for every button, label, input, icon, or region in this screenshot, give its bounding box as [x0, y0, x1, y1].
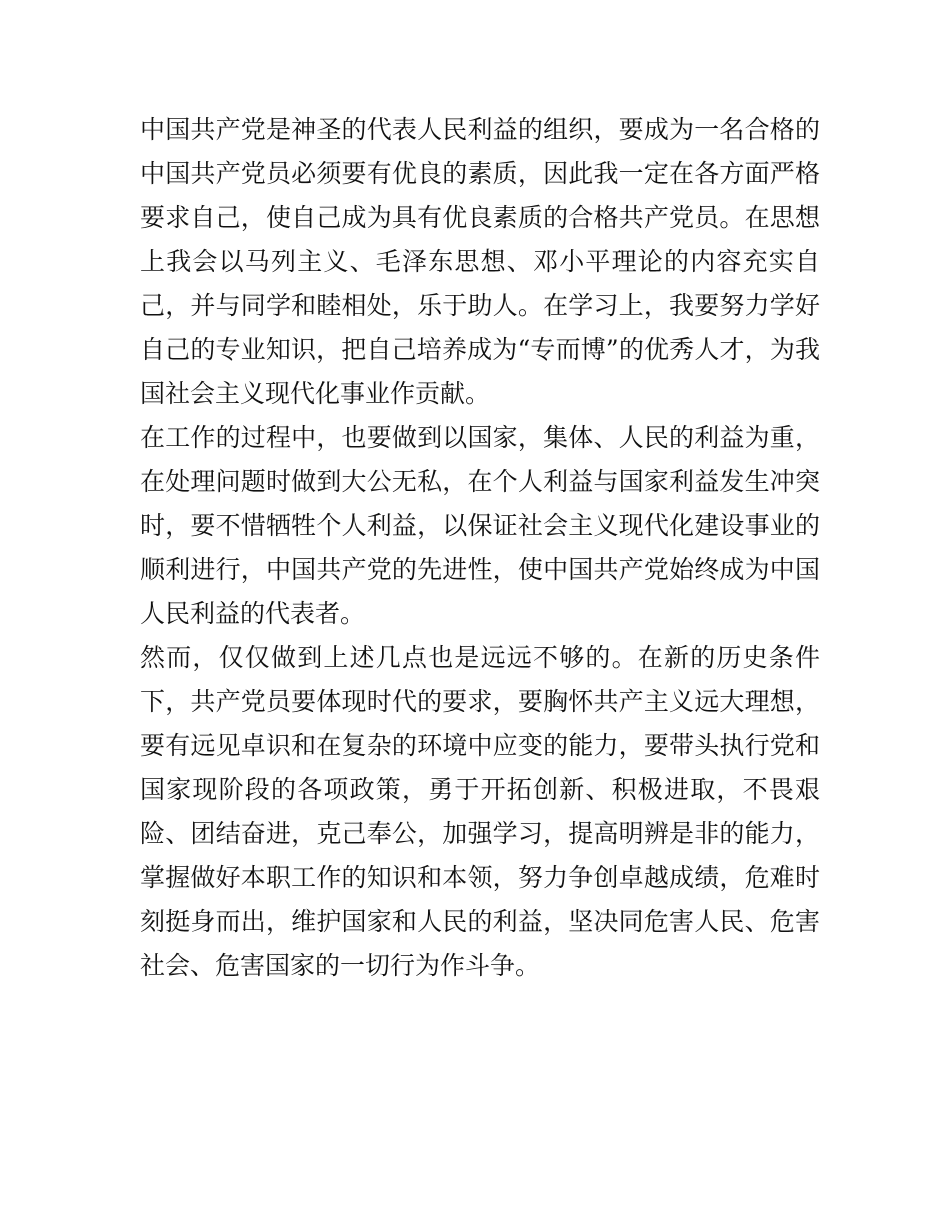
paragraph-1	[140, 108, 820, 416]
text-line: 在工作的过程中，也要做到以国家，集体、人民的利益为重，	[140, 423, 820, 452]
paragraph-3	[140, 636, 820, 988]
text-line: 要有远见卓识和在复杂的环境中应变的能力，要带头执行党和	[140, 731, 820, 760]
document-body	[140, 108, 820, 988]
text-line: 顺利进行，中国共产党的先进性，使中国共产党始终成为中国	[140, 555, 820, 584]
text-line: 时，要不惜牺牲个人利益，以保证社会主义现代化建设事业的	[140, 511, 820, 540]
text-line: 然而，仅仅做到上述几点也是远远不够的。在新的历史条件	[140, 643, 820, 672]
text-line: 下，共产党员要体现时代的要求，要胸怀共产主义远大理想，	[140, 687, 820, 716]
text-line: 险、团结奋进，克己奉公，加强学习，提高明辨是非的能力，	[140, 819, 820, 848]
text-line: 中国共产党是神圣的代表人民利益的组织，要成为一名合格的	[140, 115, 820, 144]
text-line: 社会、危害国家的一切行为作斗争。	[140, 951, 541, 980]
text-line: 自己的专业知识，把自己培养成为“专而博”的优秀人才，为我	[140, 335, 820, 364]
text-line: 上我会以马列主义、毛泽东思想、邓小平理论的内容充实自	[140, 247, 820, 276]
text-line: 在处理问题时做到大公无私，在个人利益与国家利益发生冲突	[140, 467, 820, 496]
text-line: 国家现阶段的各项政策，勇于开拓创新、积极进取，不畏艰	[140, 775, 820, 804]
text-line: 刻挺身而出，维护国家和人民的利益，坚决同危害人民、危害	[140, 907, 820, 936]
text-line: 己，并与同学和睦相处，乐于助人。在学习上，我要努力学好	[140, 291, 820, 320]
text-line: 掌握做好本职工作的知识和本领，努力争创卓越成绩，危难时	[140, 863, 820, 892]
text-line: 国社会主义现代化事业作贡献。	[140, 379, 491, 408]
text-line: 中国共产党员必须要有优良的素质，因此我一定在各方面严格	[140, 159, 820, 188]
paragraph-2	[140, 416, 820, 636]
text-line: 要求自己，使自己成为具有优良素质的合格共产党员。在思想	[140, 203, 820, 232]
text-line: 人民利益的代表者。	[140, 599, 366, 628]
